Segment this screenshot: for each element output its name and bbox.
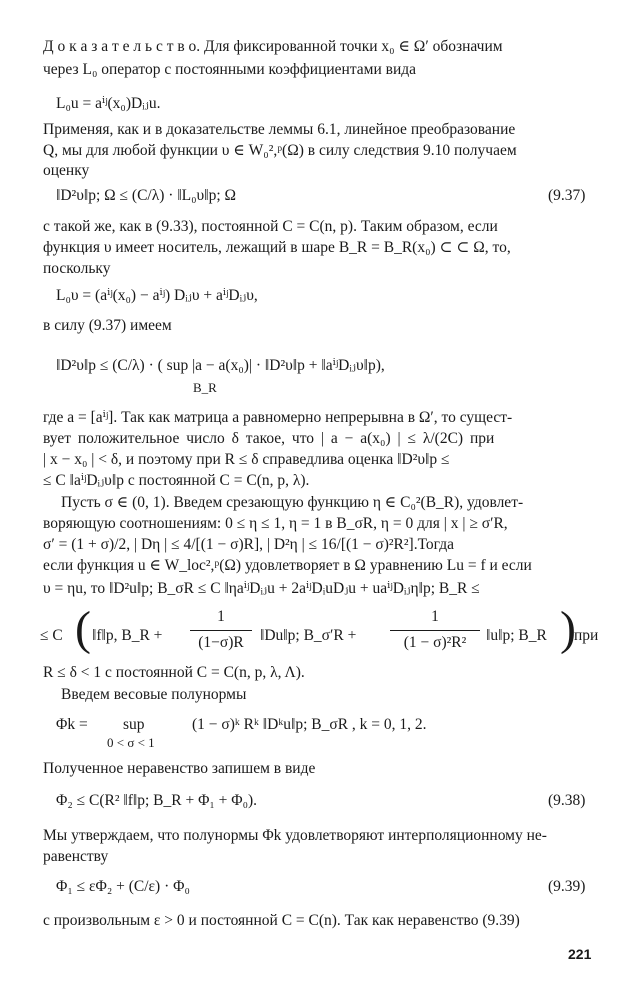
text-line: Применяя, как и в доказательстве леммы 6.1, линейное преобразование [43, 121, 516, 138]
equation: Φ₁ ≤ εΦ₂ + (C/ε) · Φ₀ [56, 878, 190, 895]
eq-sup: sup [123, 716, 145, 733]
eq-lhs: ≤ C [40, 627, 63, 644]
text-line: если функция u ∈ W_loc²,ᵖ(Ω) удовлетворяет в Ω уравнению Lu = f и если [43, 557, 532, 574]
page-number: 221 [568, 946, 592, 962]
text-line: Полученное неравенство запишем в виде [43, 760, 316, 777]
eq-term: ‖u‖p; B_R [486, 627, 547, 644]
eq-sup-range: 0 < σ < 1 [107, 735, 155, 750]
equation: Φ₂ ≤ C(R² ‖f‖p; B_R + Φ₁ + Φ₀). [56, 792, 258, 809]
text-line: σ′ = (1 + σ)/2, | Dη | ≤ 4/[(1 − σ)R], | D²η | ≤ 16/[(1 − σ)²R²].Тогда [43, 536, 454, 553]
fraction-denominator: (1 − σ)²R² [403, 634, 467, 651]
text-line: равенству [43, 848, 109, 865]
equation: L₀υ = (aⁱʲ(x₀) − aⁱʲ) Dᵢⱼυ + aⁱʲDᵢⱼυ, [56, 287, 258, 304]
fraction-bar [390, 630, 480, 631]
equation: ‖D²υ‖p ≤ (C/λ) · ( sup |a − a(x₀)| · ‖D²υ‖p + ‖aⁱʲDᵢⱼυ‖p), [56, 357, 385, 374]
text-line: вует положительное число δ такое, что | a − a(x₀) | ≤ λ/(2C) при [43, 430, 495, 447]
equation-subscript: B_R [193, 380, 217, 395]
text-line: Q, мы для любой функции υ ∈ W₀²,ᵖ(Ω) в силу следствия 9.10 получаем [43, 142, 517, 159]
fraction-bar [190, 630, 252, 631]
text-line: функция υ имеет носитель, лежащий в шаре B_R = B_R(x₀) ⊂ ⊂ Ω, то, [43, 239, 511, 256]
equation-number: (9.37) [548, 187, 586, 204]
equation-number: (9.39) [548, 878, 586, 895]
text-line: поскольку [43, 260, 111, 277]
equation: L₀u = aⁱʲ(x₀)Dᵢⱼu. [56, 95, 161, 112]
text-line: υ = ηu, то ‖D²u‖p; B_σR ≤ C ‖ηaⁱʲDᵢⱼu + 2aⁱʲDᵢuDⱼu + uaⁱʲDᵢⱼη‖p; B_R ≤ [43, 580, 480, 597]
text-line: где a = [aⁱʲ]. Так как матрица a равномерно непрерывна в Ω′, то сущест- [43, 409, 513, 426]
text-line: с произвольным ε > 0 и постоянной C = C(n). Так как неравенство (9.39) [43, 912, 520, 929]
text-line: R ≤ δ < 1 с постоянной C = C(n, p, λ, Λ). [43, 664, 305, 681]
eq-rhs: (1 − σ)ᵏ Rᵏ ‖Dᵏu‖p; B_σR , k = 0, 1, 2. [192, 716, 427, 733]
text-line: оценку [43, 162, 90, 179]
text-line: через L₀ оператор с постоянными коэффициентами вида [43, 61, 417, 78]
text-line: Введем весовые полунормы [61, 686, 247, 703]
eq-term: ‖Du‖p; B_σ′R + [260, 627, 357, 644]
text-line: с такой же, как в (9.33), постоянной C = C(n, p). Таким образом, если [43, 218, 498, 235]
text-line: воряющую соотношениям: 0 ≤ η ≤ 1, η = 1 в B_σR, η = 0 для | x | ≥ σ′R, [43, 515, 508, 532]
text-line: Мы утверждаем, что полунормы Φk удовлетворяют интерполяционному не- [43, 827, 547, 844]
text-line: Пусть σ ∈ (0, 1). Введем срезающую функцию η ∈ C₀²(B_R), удовлет- [61, 494, 524, 511]
left-paren: ( [75, 602, 91, 655]
text-line: в силу (9.37) имеем [43, 317, 172, 334]
eq-term: ‖f‖p, B_R + [92, 627, 163, 644]
right-paren: ) [560, 602, 576, 655]
eq-tail: при [574, 627, 599, 644]
fraction-numerator: 1 [217, 608, 225, 625]
text-line: Д о к а з а т е л ь с т в о. Для фиксированной точки x₀ ∈ Ω′ обозначим [43, 38, 503, 55]
fraction-numerator: 1 [431, 608, 439, 625]
text-line: | x − x₀ | < δ, и поэтому при R ≤ δ справедлива оценка ‖D²υ‖p ≤ [43, 451, 450, 468]
eq-lhs: Φk = [56, 716, 88, 733]
fraction-denominator: (1−σ)R [198, 634, 244, 651]
equation-number: (9.38) [548, 792, 586, 809]
equation: ‖D²υ‖p; Ω ≤ (C/λ) · ‖L₀υ‖p; Ω [56, 187, 237, 204]
text-line: ≤ C ‖aⁱʲDᵢⱼυ‖p с постоянной C = C(n, p, λ). [43, 472, 310, 489]
